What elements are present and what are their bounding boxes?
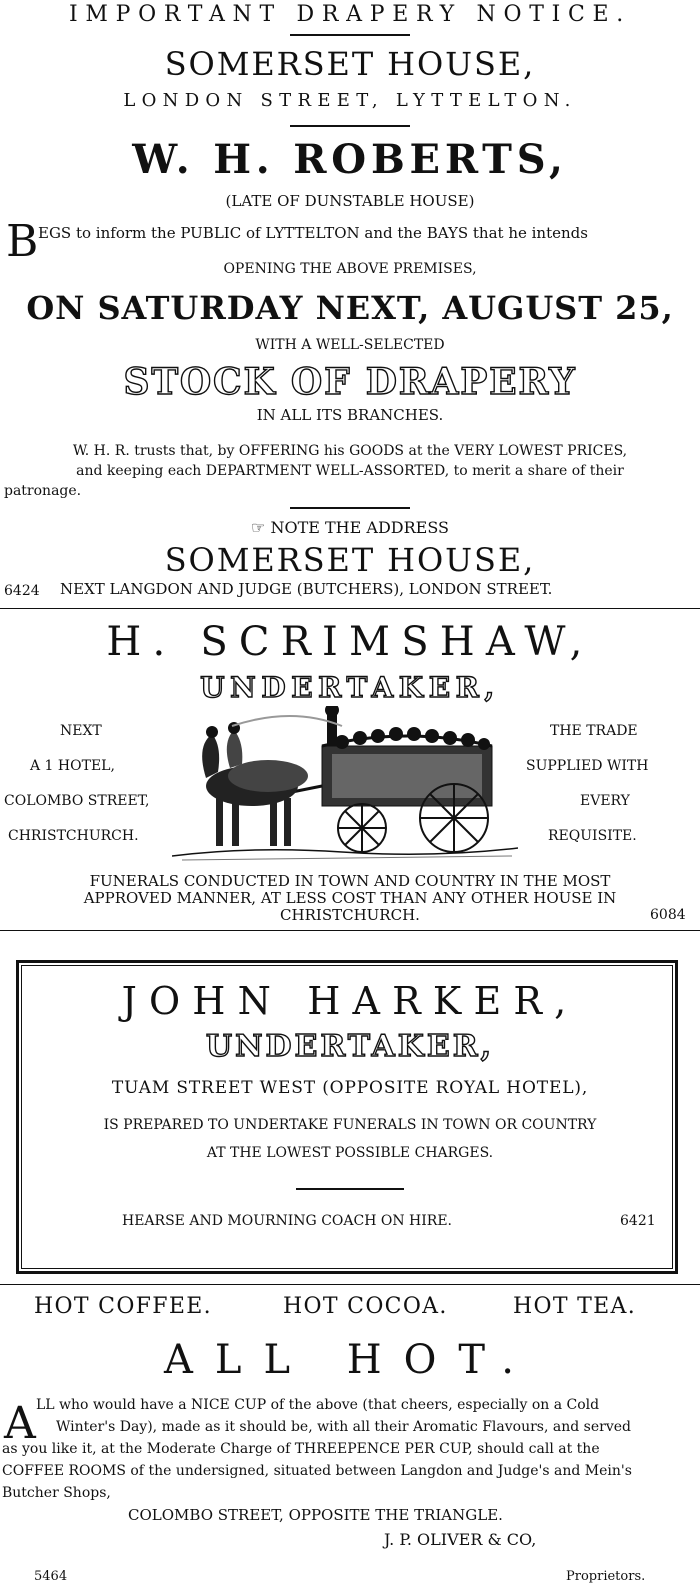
drop-cap: B — [6, 216, 39, 267]
coffee-body-line: COFFEE ROOMS of the undersigned, situated between Langdon and Judge's and Mein's — [2, 1463, 632, 1479]
horse-drawn-hearse-icon — [172, 706, 518, 866]
divider — [290, 125, 410, 127]
section-rule — [0, 1284, 700, 1285]
scrimshaw-right-text: THE TRADE — [550, 723, 638, 739]
note-address: ☞ NOTE THE ADDRESS — [251, 518, 449, 537]
coffee-body-line: as you like it, at the Moderate Charge of THREEPENCE PER CUP, should call at the — [2, 1441, 600, 1457]
drapery-address: NEXT LANGDON AND JUDGE (BUTCHERS), LONDON STREET. — [60, 580, 553, 598]
stock-of-drapery: STOCK OF DRAPERY — [123, 361, 577, 403]
coffee-body-line: LL who would have a NICE CUP of the above (that cheers, especially on a Cold — [36, 1397, 600, 1413]
harker-prepared-line: IS PREPARED TO UNDERTAKE FUNERALS IN TOWN OR COUNTRY — [103, 1117, 597, 1133]
scrimshaw-right-text: EVERY — [580, 793, 630, 809]
branches-line: IN ALL ITS BRANCHES. — [256, 406, 444, 424]
ad-number: 6424 — [4, 583, 40, 599]
section-rule — [0, 930, 700, 931]
coffee-body-line: Butcher Shops, — [2, 1485, 111, 1501]
scrimshaw-left-text: COLOMBO STREET, — [4, 793, 150, 809]
scrimshaw-left-text: A 1 HOTEL, — [30, 758, 115, 774]
scrimshaw-footer-line: APPROVED MANNER, AT LESS COST THAN ANY OTHER HOUSE IN — [83, 889, 617, 907]
ad-number: 5464 — [34, 1569, 68, 1584]
scrimshaw-right-text: SUPPLIED WITH — [526, 758, 649, 774]
all-hot-title: ALL HOT. — [164, 1337, 536, 1383]
coffee-item: HOT TEA. — [513, 1294, 637, 1319]
drop-cap: A — [4, 1398, 36, 1449]
scrimshaw-left-text: NEXT — [60, 723, 102, 739]
somerset-house-title: SOMERSET HOUSE, — [164, 45, 536, 83]
scrimshaw-title: UNDERTAKER, — [200, 671, 500, 704]
roberts-name: W. H. ROBERTS, — [132, 136, 568, 183]
harker-hearse-line: HEARSE AND MOURNING COACH ON HIRE. — [122, 1213, 452, 1229]
harker-prepared-line: AT THE LOWEST POSSIBLE CHARGES. — [206, 1145, 494, 1161]
coffee-location: COLOMBO STREET, OPPOSITE THE TRIANGLE. — [128, 1506, 503, 1524]
somerset-house-footer: SOMERSET HOUSE, — [164, 541, 536, 579]
divider — [290, 507, 410, 509]
drapery-street: LONDON STREET, LYTTELTON. — [123, 90, 577, 111]
coffee-body-line: Winter's Day), made as it should be, with all their Aromatic Flavours, and served — [56, 1419, 631, 1435]
with-line: WITH A WELL-SELECTED — [255, 337, 445, 353]
trust-line: patronage. — [4, 483, 82, 499]
late-of-line: (LATE OF DUNSTABLE HOUSE) — [225, 192, 475, 210]
coffee-proprietor: J. P. OLIVER & CO, — [384, 1530, 537, 1549]
intro-line: EGS to inform the PUBLIC of LYTTELTON and the BAYS that he intends — [38, 224, 588, 242]
coffee-item: HOT COCOA. — [283, 1294, 448, 1319]
intro-line: OPENING THE ABOVE PREMISES, — [223, 261, 477, 277]
scrimshaw-name: H. SCRIMSHAW, — [106, 619, 594, 665]
trust-line: and keeping each DEPARTMENT WELL-ASSORTED, to merit a share of their — [76, 463, 624, 479]
section-rule — [0, 608, 700, 609]
harker-name: JOHN HARKER, — [121, 979, 579, 1023]
divider — [296, 1188, 404, 1190]
harker-address: TUAM STREET WEST (OPPOSITE ROYAL HOTEL), — [111, 1078, 589, 1098]
trust-line: W. H. R. trusts that, by OFFERING his GOODS at the VERY LOWEST PRICES, — [72, 443, 628, 459]
ad-number: 6084 — [650, 907, 686, 923]
harker-title: UNDERTAKER, — [205, 1029, 495, 1064]
proprietors-label: Proprietors. — [566, 1569, 646, 1584]
coffee-item: HOT COFFEE. — [34, 1294, 212, 1319]
opening-date: ON SATURDAY NEXT, AUGUST 25, — [26, 289, 674, 327]
ad-number: 6421 — [620, 1213, 656, 1229]
drapery-heading: IMPORTANT DRAPERY NOTICE. — [69, 2, 631, 27]
scrimshaw-footer-line: CHRISTCHURCH. — [280, 906, 420, 924]
scrimshaw-right-text: REQUISITE. — [548, 828, 637, 844]
scrimshaw-left-text: CHRISTCHURCH. — [8, 828, 139, 844]
scrimshaw-footer-line: FUNERALS CONDUCTED IN TOWN AND COUNTRY IN THE MOST — [89, 872, 611, 890]
divider — [290, 34, 410, 36]
